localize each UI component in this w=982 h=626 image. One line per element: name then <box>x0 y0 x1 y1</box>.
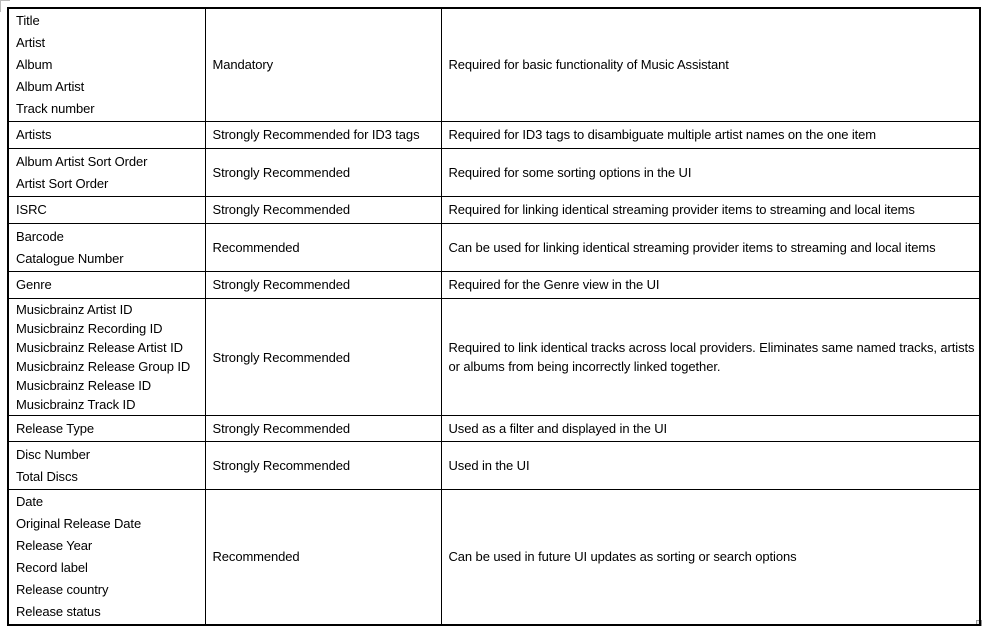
description-cell: Required for the Genre view in the UI <box>441 272 980 299</box>
description-cell: Used as a filter and displayed in the UI <box>441 416 980 442</box>
tag-name: Album Artist Sort Order <box>16 153 148 169</box>
tag-name: Release Type <box>16 420 95 436</box>
description-cell: Required for linking identical streaming provider items to streaming and local items <box>441 197 980 224</box>
description-cell: Used in the UI <box>441 442 980 490</box>
tag-name: Album Artist <box>16 79 85 94</box>
tag-name: Record label <box>16 560 88 575</box>
tags-cell <box>8 149 205 197</box>
tag-name: Date <box>16 494 44 509</box>
table-row <box>8 197 980 224</box>
tag-name: Album <box>16 57 53 72</box>
table-row <box>8 122 980 149</box>
table-row <box>8 8 980 122</box>
tag-name: Musicbrainz Track ID <box>16 397 136 412</box>
description-cell: Required to link identical tracks across local providers. Eliminates same named tracks, artists or albums from being incorrectly linked together. <box>441 299 980 416</box>
tag-name: Artist <box>16 35 46 50</box>
priority-cell: Strongly Recommended <box>205 272 441 299</box>
tag-name: Release status <box>16 604 101 619</box>
tag-name: Musicbrainz Recording ID <box>16 321 163 336</box>
tag-name: Total Discs <box>16 468 78 484</box>
table-row <box>8 490 980 626</box>
table-row <box>8 224 980 272</box>
tags-cell <box>8 8 205 122</box>
priority-cell: Strongly Recommended <box>205 149 441 197</box>
description-cell: Can be used for linking identical streaming provider items to streaming and local items <box>441 224 980 272</box>
priority-cell: Strongly Recommended <box>205 442 441 490</box>
description-cell: Required for some sorting options in the UI <box>441 149 980 197</box>
tag-name: Barcode <box>16 228 64 244</box>
description-cell: Can be used in future UI updates as sorting or search options <box>441 490 980 626</box>
priority-cell: Strongly Recommended <box>205 299 441 416</box>
priority-cell: Recommended <box>205 224 441 272</box>
tag-name: Musicbrainz Artist ID <box>16 302 133 317</box>
priority-cell: Strongly Recommended <box>205 197 441 224</box>
table-row <box>8 149 980 197</box>
tag-name: Musicbrainz Release ID <box>16 378 152 393</box>
tag-requirements-table <box>7 7 981 626</box>
tags-cell <box>8 224 205 272</box>
tag-name: Release country <box>16 582 109 597</box>
tag-name: Artists <box>16 127 52 142</box>
priority-cell: Mandatory <box>205 8 441 122</box>
tags-cell <box>8 272 205 299</box>
tags-cell <box>8 490 205 626</box>
tag-name: Musicbrainz Release Artist ID <box>16 340 183 355</box>
tags-cell <box>8 299 205 416</box>
tag-name: Genre <box>16 277 52 292</box>
tag-name: Title <box>16 13 40 28</box>
table-row <box>8 272 980 299</box>
tag-name: Artist Sort Order <box>16 175 109 191</box>
table-row <box>8 299 980 416</box>
table-row <box>8 416 980 442</box>
tag-name: Release Year <box>16 538 93 553</box>
tag-name: ISRC <box>16 202 47 217</box>
priority-cell: Recommended <box>205 490 441 626</box>
tag-name: Disc Number <box>16 446 91 462</box>
tag-name: Musicbrainz Release Group ID <box>16 359 191 374</box>
tags-cell <box>8 442 205 490</box>
priority-cell: Strongly Recommended for ID3 tags <box>205 122 441 149</box>
priority-cell: Strongly Recommended <box>205 416 441 442</box>
tags-cell <box>8 416 205 442</box>
tag-name: Catalogue Number <box>16 250 124 266</box>
description-cell: Required for basic functionality of Music Assistant <box>441 8 980 122</box>
table-row <box>8 442 980 490</box>
tag-name: Original Release Date <box>16 516 142 531</box>
tag-name: Track number <box>16 101 95 116</box>
description-cell: Required for ID3 tags to disambiguate multiple artist names on the one item <box>441 122 980 149</box>
tags-cell <box>8 197 205 224</box>
tags-cell <box>8 122 205 149</box>
